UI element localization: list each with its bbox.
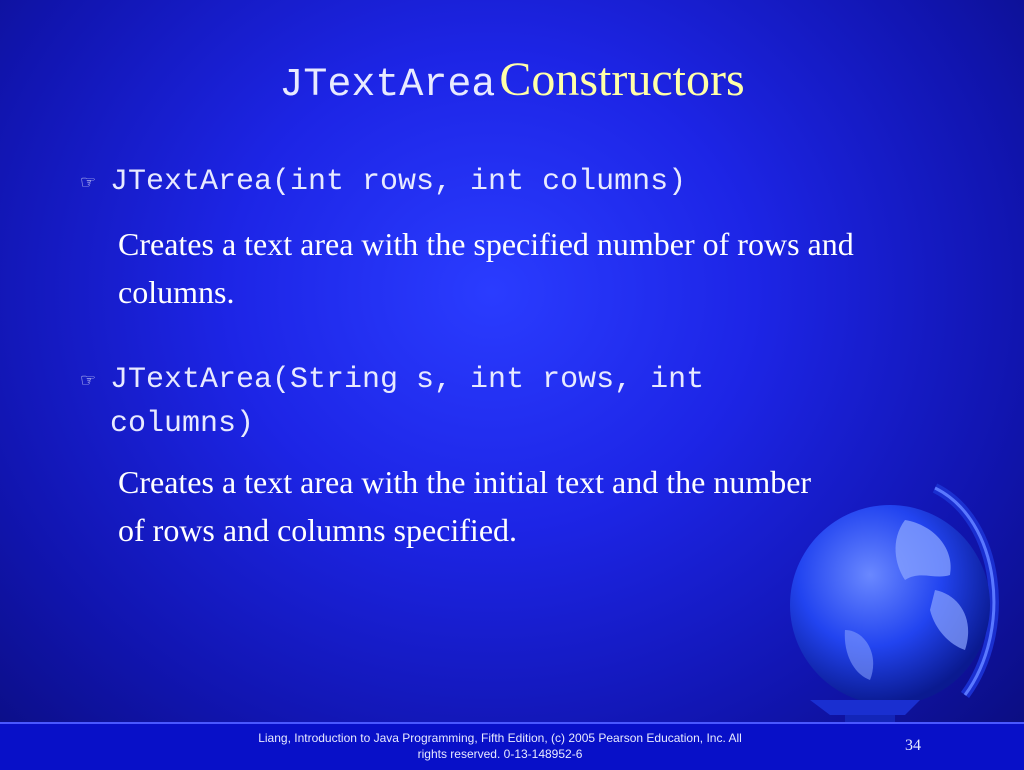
footer-line-1: Liang, Introduction to Java Programming, Fifth Edition, (c) 2005 Pearson Education, Inc. All [258,731,742,745]
title-code: JTextArea [279,63,496,108]
title-text: Constructors [499,53,745,106]
constructor-signature-2: JTextArea(String s, int rows, int columns) [110,363,723,441]
constructor-description-1: Creates a text area with the specified number of rows and columns. [118,226,854,310]
bullet-item-2 [80,358,870,446]
pointing-hand-icon: ☞ [80,172,97,193]
pointing-hand-icon: ☞ [80,370,97,391]
footer-line-2: rights reserved. 0-13-148952-6 [417,747,583,761]
constructor-description-2: Creates a text area with the initial text and the number of rows and columns specified. [118,464,812,548]
footer-text [200,730,800,762]
slide-title [0,52,1024,108]
page-number: 34 [905,737,921,754]
globe-icon [785,480,1015,730]
bullet-item-1 [80,160,870,204]
constructor-signature-1: JTextArea(int rows, int columns) [110,165,687,199]
footer-bar [0,722,1024,770]
